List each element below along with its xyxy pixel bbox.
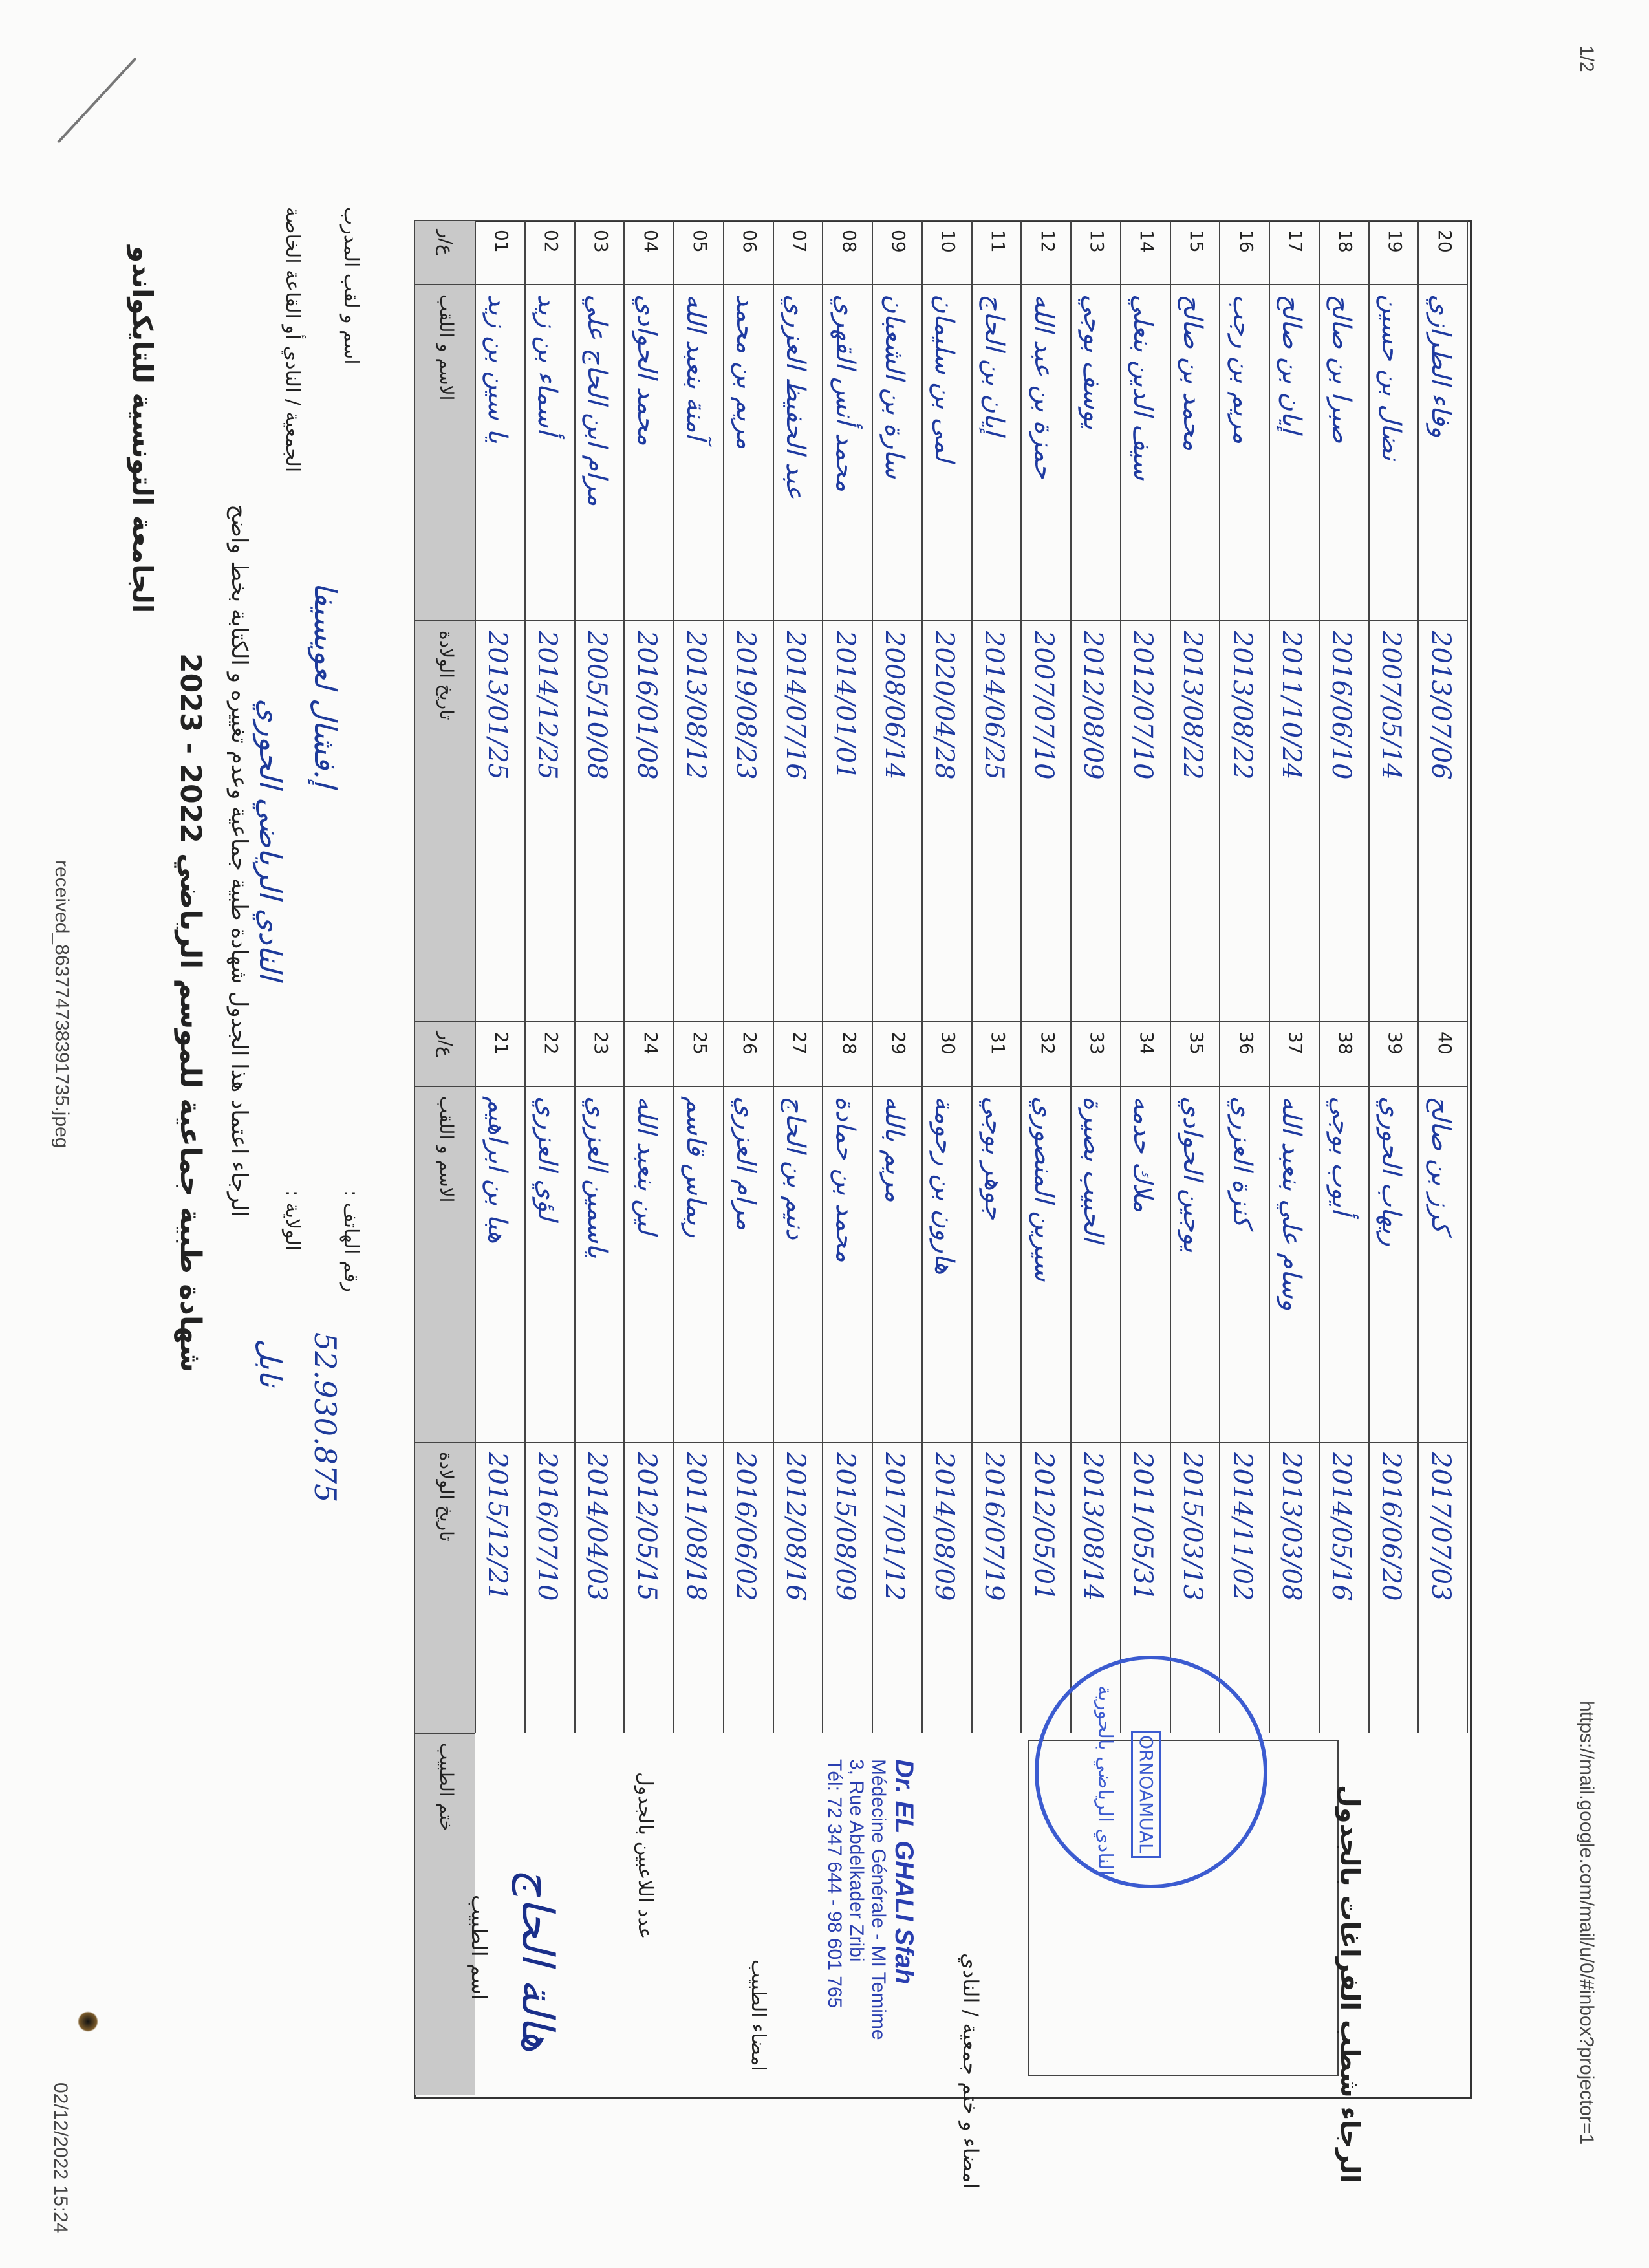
table-row-name-text: دنيم بن الحاج (780, 1096, 810, 1240)
table-cell-num (674, 1022, 724, 1086)
table-cell-name (972, 1086, 1022, 1442)
table-row-name-text: وفاء الطرازي (1425, 294, 1456, 438)
table-row-num-text: 26 (739, 1031, 761, 1055)
table-row-num-text: 02 (541, 230, 563, 253)
header-cell-name (414, 285, 475, 621)
table-cell-name (1418, 1086, 1468, 1442)
table-row-num-text: 15 (1185, 230, 1207, 253)
header-cell-doctor-stamp (414, 1733, 475, 2095)
table-cell-dob (475, 621, 525, 1022)
table-cell-num (922, 220, 972, 285)
table-row-num-text: 17 (1285, 230, 1307, 253)
table-row-name-text: يا سين بن زيد (482, 294, 513, 444)
club-signature-label: امضاء و ختم جمعية / النادي (958, 1953, 983, 2189)
table-cell-num (1369, 1022, 1419, 1086)
table-row-num-text: 23 (590, 1031, 612, 1055)
table-row-num-text: 36 (1235, 1031, 1257, 1055)
table-cell-num (575, 1022, 625, 1086)
table-row-num-text: 30 (938, 1031, 960, 1055)
table-cell-dob (674, 621, 724, 1022)
table-cell-name (1369, 285, 1419, 621)
table-cell-num (525, 220, 575, 285)
table-row-num-text: 31 (987, 1031, 1009, 1055)
table-row-dob-text: 2016/01/08 (631, 631, 662, 780)
table-row-name-text: ملاك حدمه (1128, 1096, 1158, 1213)
table-row-dob-text: 2007/05/14 (1375, 631, 1406, 780)
table-cell-dob (922, 621, 972, 1022)
table-row-name-text: ياسمين العزري (581, 1096, 612, 1258)
table-cell-dob (1269, 621, 1319, 1022)
table-row-dob-text: 2015/08/09 (830, 1452, 860, 1601)
table-row-num-text: 22 (541, 1031, 563, 1055)
table-row-name-text: سيرين المنصوري (1028, 1096, 1059, 1282)
table-cell-num (624, 1022, 674, 1086)
table-cell-dob (575, 621, 625, 1022)
table-cell-dob (1071, 621, 1121, 1022)
table-cell-name (575, 1086, 625, 1442)
burn-spot-mark (78, 2011, 98, 2032)
table-cell-name (1418, 285, 1468, 621)
table-cell-num (1170, 220, 1220, 285)
table-cell-dob (525, 621, 575, 1022)
header-doctor-stamp-text: ختم الطبيب (435, 1743, 457, 1831)
table-cell-dob (724, 621, 773, 1022)
table-cell-name (674, 1086, 724, 1442)
table-row-name-text: مرام العزري (731, 1096, 761, 1231)
table-cell-dob (1319, 1442, 1369, 1733)
table-cell-name (1220, 285, 1269, 621)
header-num-text: ع/ر (435, 1031, 457, 1057)
table-row-dob-text: 2013/07/06 (1425, 631, 1456, 780)
table-cell-num (1021, 1022, 1071, 1086)
table-cell-dob (1220, 621, 1269, 1022)
table-cell-name (525, 1086, 575, 1442)
table-cell-num (1220, 1022, 1269, 1086)
table-cell-num (1418, 220, 1468, 285)
table-cell-num (1269, 1022, 1319, 1086)
table-cell-num (872, 1022, 922, 1086)
table-row-name-text: سيف الدين بنعلي (1128, 294, 1158, 481)
blank-rows-note: الرجاء شطب الفراغات بالجدول (1335, 1785, 1364, 2183)
print-page-number: 1/2 (1576, 45, 1597, 72)
phone-value: 52.930.875 (308, 1332, 343, 1503)
table-row-name-text: مريم بن محمد (731, 294, 761, 449)
table-row-num-text: 37 (1285, 1031, 1307, 1055)
table-cell-name (1121, 285, 1170, 621)
table-cell-dob (1021, 621, 1071, 1022)
table-cell-num (674, 220, 724, 285)
print-timestamp: 02/12/2022 15:24 (50, 2082, 71, 2234)
table-cell-name (724, 285, 773, 621)
table-row-name-text: محمد الحوادي (631, 294, 662, 446)
table-row-name-text: مرام ابن الحاج علي (581, 294, 612, 506)
club-value: النادي الرياضي الحوري (253, 698, 288, 980)
table-row-dob-text: 2016/06/10 (1326, 631, 1357, 780)
table-row-num-text: 34 (1136, 1031, 1158, 1055)
table-row-dob-text: 2015/03/13 (1177, 1452, 1207, 1601)
table-cell-dob (1121, 621, 1170, 1022)
table-row-num-text: 07 (788, 230, 810, 253)
table-row-dob-text: 2012/05/01 (1028, 1452, 1059, 1601)
phone-label: رقم الهاتف : (339, 1190, 362, 1292)
table-row-name-text: ريهاب الحوري (1375, 1096, 1406, 1246)
table-cell-name (575, 285, 625, 621)
table-row-num-text: 03 (590, 230, 612, 253)
header-dob-text: تاريخ الولادة (435, 1452, 457, 1542)
table-cell-name (1269, 1086, 1319, 1442)
table-row-name-text: محمد أنس القهري (830, 294, 860, 492)
table-cell-name (773, 1086, 823, 1442)
club-label: الجمعية / النادي أو القاعة الخاصة (281, 207, 304, 473)
table-row-name-text: مريم بالله (879, 1096, 910, 1203)
header-cell-num (414, 1022, 475, 1086)
header-cell-dob (414, 621, 475, 1022)
table-row-num-text: 19 (1384, 230, 1406, 253)
table-cell-dob (972, 621, 1022, 1022)
table-row-num-text: 01 (491, 230, 513, 253)
table-row-name-text: أيوب بوجي (1326, 1096, 1357, 1215)
table-row-name-text: يوسف بوجي (1078, 294, 1108, 430)
table-row-name-text: أسماء بن زيد (532, 294, 563, 435)
table-cell-name (1220, 1086, 1269, 1442)
table-cell-dob (773, 621, 823, 1022)
table-cell-name (1121, 1086, 1170, 1442)
table-cell-num (1170, 1022, 1220, 1086)
table-row-name-text: آمنة بنعبد الله (681, 294, 711, 440)
table-cell-dob (872, 621, 922, 1022)
table-cell-name (724, 1086, 773, 1442)
table-cell-name (624, 1086, 674, 1442)
table-row-num-text: 29 (888, 1031, 910, 1055)
table-cell-num (1071, 1022, 1121, 1086)
table-row-name-text: حمزة بن عبد الله (1028, 294, 1059, 479)
table-cell-num (475, 1022, 525, 1086)
table-row-num-text: 38 (1335, 1031, 1357, 1055)
table-cell-num (1369, 220, 1419, 285)
table-cell-name (773, 285, 823, 621)
table-cell-name (525, 285, 575, 621)
header-name-text: الاسم و اللقب (435, 294, 457, 401)
table-row-name-text: نضال بن حسين (1375, 294, 1406, 461)
table-cell-name (823, 285, 872, 621)
table-row-num-text: 11 (987, 230, 1009, 253)
table-row-num-text: 10 (938, 230, 960, 253)
table-row-name-text: لمى بن سليمان (929, 294, 960, 462)
table-cell-name (1071, 1086, 1121, 1442)
table-row-num-text: 13 (1086, 230, 1108, 253)
table-row-num-text: 20 (1434, 230, 1456, 253)
table-cell-dob (1319, 621, 1369, 1022)
table-row-dob-text: 2011/08/18 (681, 1452, 711, 1601)
table-cell-dob (1418, 621, 1468, 1022)
table-cell-num (624, 220, 674, 285)
table-row-num-text: 39 (1384, 1031, 1406, 1055)
table-row-num-text: 25 (689, 1031, 711, 1055)
state-label: الولاية : (281, 1190, 304, 1251)
coach-label: اسم و لقب المدرب (339, 207, 362, 365)
table-row-num-text: 35 (1185, 1031, 1207, 1055)
table-row-dob-text: 2014/04/03 (581, 1452, 612, 1601)
table-cell-dob (823, 1442, 872, 1733)
table-cell-dob (823, 621, 872, 1022)
table-cell-name (1021, 285, 1071, 621)
table-row-name-text: ريماس قاسم (681, 1096, 711, 1238)
table-row-num-text: 16 (1235, 230, 1257, 253)
table-row-num-text: 32 (1037, 1031, 1059, 1055)
table-cell-num (1220, 220, 1269, 285)
table-row-dob-text: 2013/01/25 (482, 631, 513, 780)
table-cell-dob (1021, 1442, 1071, 1733)
table-row-dob-text: 2008/06/14 (879, 631, 910, 780)
table-row-name-text: يوجين الحوادي (1177, 1096, 1207, 1253)
table-cell-name (674, 285, 724, 621)
table-row-name-text: جوهر بوجي (978, 1096, 1009, 1220)
header-num-text: ع/ر (435, 230, 457, 255)
table-cell-num (1121, 1022, 1170, 1086)
document-instruction: الرجاء اعتماد هذا الجدول شهادة طبية جماعية وعدم تغييره و الكتابة بخط واضح (226, 504, 252, 1218)
table-row-num-text: 05 (689, 230, 711, 253)
table-row-dob-text: 2016/07/10 (532, 1452, 563, 1601)
table-row-dob-text: 2013/08/22 (1177, 631, 1207, 780)
table-cell-name (922, 285, 972, 621)
table-row-num-text: 06 (739, 230, 761, 253)
table-row-dob-text: 2016/06/02 (731, 1452, 761, 1601)
coach-value: إ.فشال لعويسيفا (308, 582, 343, 788)
table-row-dob-text: 2007/07/10 (1028, 631, 1059, 780)
header-name-text: الاسم و اللقب (435, 1096, 457, 1203)
table-cell-num (1269, 220, 1319, 285)
table-row-num-text: 40 (1434, 1031, 1456, 1055)
table-row-dob-text: 2014/08/09 (929, 1452, 960, 1601)
table-cell-num (724, 220, 773, 285)
table-cell-name (475, 285, 525, 621)
table-row-num-text: 04 (640, 230, 662, 253)
table-row-dob-text: 2014/05/16 (1326, 1452, 1357, 1601)
table-cell-name (1170, 285, 1220, 621)
table-cell-dob (475, 1442, 525, 1733)
table-row-dob-text: 2013/08/22 (1227, 631, 1257, 780)
table-row-name-text: وسام علي بنعبد الله (1277, 1096, 1307, 1311)
table-cell-name (823, 1086, 872, 1442)
table-cell-num (823, 1022, 872, 1086)
table-cell-name (475, 1086, 525, 1442)
table-row-num-text: 12 (1037, 230, 1059, 253)
table-cell-dob (872, 1442, 922, 1733)
table-row-dob-text: 2013/03/08 (1277, 1452, 1307, 1601)
table-cell-name (872, 285, 922, 621)
table-cell-name (1021, 1086, 1071, 1442)
table-row-dob-text: 2013/08/12 (681, 631, 711, 780)
table-cell-num (1319, 220, 1369, 285)
club-round-stamp: النادي الرياضي بالحورية ORNOAMUAL (1035, 1656, 1267, 1888)
print-filename: received_863774738391735.jpeg (51, 860, 72, 1149)
pen-stroke-mark (52, 52, 142, 149)
table-cell-dob (1369, 621, 1419, 1022)
table-cell-num (1071, 220, 1121, 285)
table-row-num-text: 33 (1086, 1031, 1108, 1055)
table-row-dob-text: 2014/01/01 (830, 631, 860, 780)
table-cell-name (1071, 285, 1121, 621)
table-row-name-text: الحبيب بصيرة (1078, 1096, 1108, 1243)
doctor-name-value: هالة الحاج (512, 1869, 563, 2053)
table-cell-name (1319, 1086, 1369, 1442)
table-cell-name (1269, 285, 1319, 621)
federation-title: الجامعة التونسية للتايكواندو (127, 246, 158, 614)
table-row-name-text: إيان بن الحاج (978, 294, 1009, 435)
document-title: شهادة طبية جماعية للموسم الرياضي 2022 - 2023 (174, 653, 207, 1373)
table-row-dob-text: 2017/01/12 (879, 1452, 910, 1601)
table-cell-dob (674, 1442, 724, 1733)
table-row-name-text: محمد بن صالح (1177, 294, 1207, 451)
table-row-name-text: إيان بن صالح (1277, 294, 1307, 433)
table-row-name-text: هارون بن رحومة (929, 1096, 960, 1275)
table-row-dob-text: 2015/12/21 (482, 1452, 513, 1601)
table-cell-num (525, 1022, 575, 1086)
table-cell-num (1418, 1022, 1468, 1086)
table-row-name-text: هبا بن ابراهيم (482, 1096, 513, 1244)
players-count-label: عدد اللاعبين بالجدول (634, 1772, 656, 1939)
table-row-num-text: 24 (640, 1031, 662, 1055)
table-cell-num (922, 1022, 972, 1086)
table-cell-dob (525, 1442, 575, 1733)
table-row-dob-text: 2012/07/10 (1128, 631, 1158, 780)
table-row-dob-text: 2014/07/16 (780, 631, 810, 780)
header-dob-text: تاريخ الولادة (435, 631, 457, 720)
table-row-num-text: 27 (788, 1031, 810, 1055)
table-row-name-text: كرز بن صالح (1425, 1096, 1456, 1233)
table-cell-num (724, 1022, 773, 1086)
table-cell-dob (1269, 1442, 1319, 1733)
table-cell-num (1319, 1022, 1369, 1086)
table-row-num-text: 14 (1136, 230, 1158, 253)
table-row-name-text: عبد الحفيظ العزري (780, 294, 810, 500)
table-cell-num (475, 220, 525, 285)
doctor-signature-label: امضاء الطبيب (747, 1960, 770, 2071)
table-cell-name (872, 1086, 922, 1442)
table-cell-dob (575, 1442, 625, 1733)
table-row-name-text: لين بنعبد الله (631, 1096, 662, 1235)
table-cell-num (773, 220, 823, 285)
table-row-dob-text: 2012/08/16 (780, 1452, 810, 1601)
table-row-num-text: 28 (838, 1031, 860, 1055)
table-row-dob-text: 2014/11/02 (1227, 1452, 1257, 1601)
table-row-dob-text: 2019/08/23 (731, 631, 761, 780)
table-cell-num (972, 1022, 1022, 1086)
state-value: نابل (253, 1339, 288, 1387)
table-row-name-text: كنزة العزري (1227, 1096, 1257, 1227)
table-cell-name (1319, 285, 1369, 621)
table-cell-num (575, 220, 625, 285)
table-row-dob-text: 2016/07/19 (978, 1452, 1009, 1601)
header-cell-name (414, 1086, 475, 1442)
table-row-num-text: 18 (1335, 230, 1357, 253)
table-row-dob-text: 2005/10/08 (581, 631, 612, 780)
table-cell-name (1369, 1086, 1419, 1442)
doctor-name-label: اسم الطبيب (467, 1895, 491, 2000)
table-row-dob-text: 2020/04/28 (929, 631, 960, 780)
table-row-dob-text: 2014/06/25 (978, 631, 1009, 780)
table-row-dob-text: 2017/07/03 (1425, 1452, 1456, 1601)
table-cell-num (823, 220, 872, 285)
table-row-dob-text: 2013/08/14 (1078, 1452, 1108, 1601)
table-row-dob-text: 2016/06/20 (1375, 1452, 1406, 1601)
table-row-num-text: 21 (491, 1031, 513, 1055)
doctor-stamp: Dr. EL GHALI Sfah Médecine Générale - MI Temime 3, Rue Abdelkader Zribi Tél: 72 347 644 - 98 601 765 (824, 1759, 918, 2040)
header-cell-num (414, 220, 475, 285)
table-row-name-text: صبرا بن صالح (1326, 294, 1357, 444)
table-cell-dob (624, 621, 674, 1022)
table-cell-name (922, 1086, 972, 1442)
table-cell-dob (1418, 1442, 1468, 1733)
table-cell-dob (972, 1442, 1022, 1733)
table-row-name-text: مريم بن رجب (1227, 294, 1257, 444)
table-cell-dob (624, 1442, 674, 1733)
table-row-name-text: لؤي العزري (532, 1096, 563, 1221)
table-cell-num (972, 220, 1022, 285)
table-cell-dob (1170, 621, 1220, 1022)
table-cell-dob (773, 1442, 823, 1733)
header-cell-dob (414, 1442, 475, 1733)
table-cell-num (1121, 220, 1170, 285)
table-cell-num (773, 1022, 823, 1086)
table-row-dob-text: 2012/05/15 (631, 1452, 662, 1601)
table-row-dob-text: 2012/08/09 (1078, 631, 1108, 780)
table-cell-name (624, 285, 674, 621)
table-row-num-text: 09 (888, 230, 910, 253)
table-row-dob-text: 2011/10/24 (1277, 631, 1307, 780)
table-row-dob-text: 2014/12/25 (532, 631, 563, 780)
table-cell-name (972, 285, 1022, 621)
table-row-dob-text: 2011/05/31 (1128, 1452, 1158, 1601)
table-cell-dob (724, 1442, 773, 1733)
table-cell-name (1170, 1086, 1220, 1442)
table-row-name-text: سارة بن الشعبان (879, 294, 910, 479)
table-cell-num (1021, 220, 1071, 285)
table-cell-dob (922, 1442, 972, 1733)
print-url: https://mail.google.com/mail/u/0/#inbox?projector=1 (1576, 1701, 1597, 2145)
table-row-num-text: 08 (838, 230, 860, 253)
table-row-name-text: محمد بن حمادة (830, 1096, 860, 1263)
table-cell-num (872, 220, 922, 285)
table-cell-dob (1369, 1442, 1419, 1733)
